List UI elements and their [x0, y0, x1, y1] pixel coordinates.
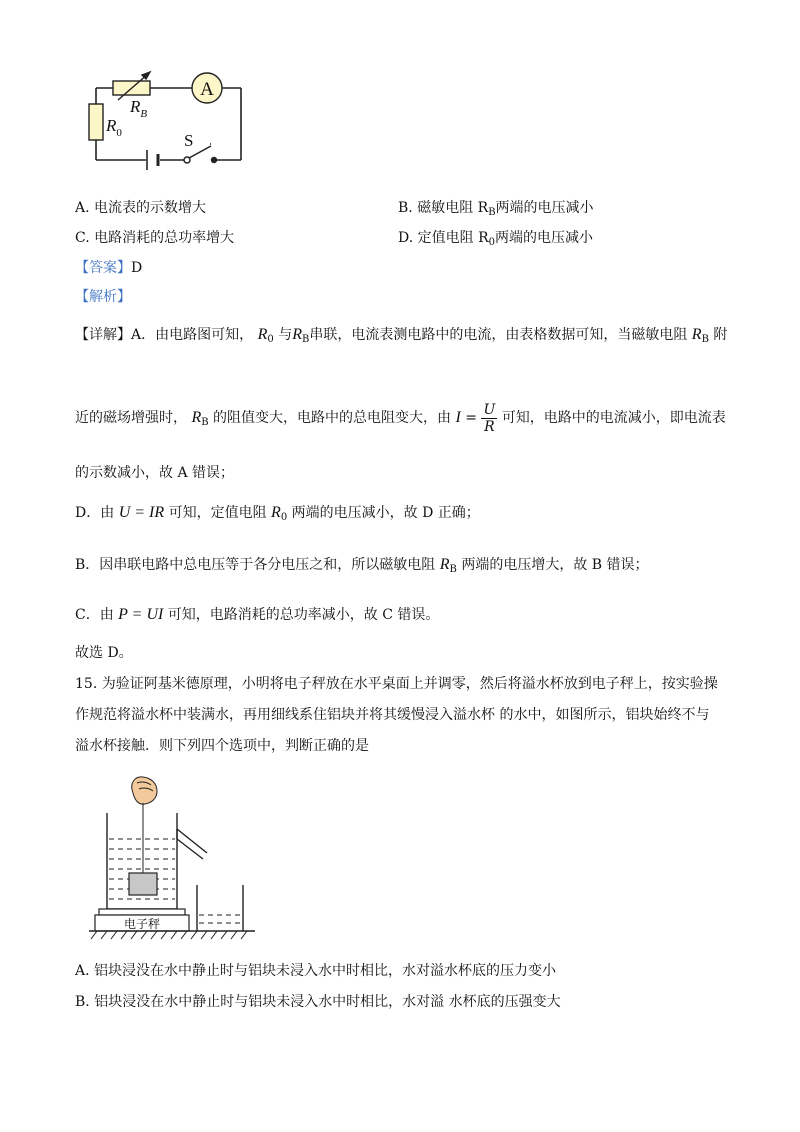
- q15-line-2: 作规范将溢水杯中装满水，再用细线系住铝块并将其缓慢浸入溢水杯 的水中，如图所示，铝块始终不与: [75, 707, 710, 723]
- option-d: D. 定值电阻 $R_0$两端的电压减小: [398, 230, 593, 248]
- r0-label: $R_0$: [106, 116, 122, 139]
- detail-line-1: 【详解】A．由电路图可知， $R_0$ 与$R_B$串联，电流表测电路中的电流，由表格数据可知，当磁敏电阻 $R_B$ 附: [75, 326, 728, 345]
- r0-resistor: [89, 104, 103, 140]
- circuit-diagram: [80, 68, 250, 178]
- experiment-figure: [85, 773, 265, 943]
- detail-line-3: 的示数减小，故 A 错误；: [75, 465, 235, 481]
- option-b: B. 磁敏电阻 $R_B$两端的电压减小: [398, 200, 594, 218]
- answer-value: D: [131, 260, 143, 276]
- detail-choose: 故选 D。: [75, 645, 133, 661]
- detail-c: C．由 P = UI 可知，电路消耗的总功率减小，故 C 错误。: [75, 606, 440, 623]
- option-c: C. 电路消耗的总功率增大: [75, 230, 235, 246]
- answer-tag: 【答案】: [75, 260, 131, 276]
- electronic-scale: [99, 909, 185, 915]
- detail-b: B．因串联电路中总电压等于各分电压之和，所以磁敏电阻 $R_B$ 两端的电压增大，故 B 错误；: [75, 556, 649, 575]
- q15-line-1: 15. 为验证阿基米德原理，小明将电子秤放在水平桌面上并调零，然后将溢水杯放到电子秤上，按实验操: [75, 676, 718, 692]
- option-a: A. 电流表的示数增大: [75, 200, 207, 216]
- scale-label: 电子秤: [123, 917, 161, 931]
- detail-line-2: 近的磁场增强时， $R_B$ 的阻值变大，电路中的总电阻变大，由 I = $\frac{U}{R}$ 可知，电路中的电流减小，即电流表: [75, 401, 726, 435]
- fraction-u-over-r: $\frac{U}{R}$: [483, 401, 496, 435]
- battery-icon: [147, 150, 158, 170]
- q15-line-3: 溢水杯接触．则下列四个选项中，判断正确的是: [75, 738, 369, 754]
- beaker-water: [199, 915, 241, 923]
- answer-line: [75, 259, 142, 277]
- ammeter-label: A: [200, 79, 214, 100]
- table-hatch: [91, 931, 247, 939]
- rb-label: $R_B$: [130, 97, 148, 120]
- detail-d: D．由 U = IR 可知，定值电阻 $R_0$ 两端的电压减小，故 D 正确；: [75, 504, 480, 523]
- hand-icon: [132, 777, 157, 804]
- analysis-tag: 【解析】: [75, 289, 131, 305]
- aluminum-block: [129, 873, 157, 895]
- q15-option-a: A. 铝块浸没在水中静止时与铝块未浸入水中时相比，水对溢水杯底的压力变小: [75, 963, 557, 979]
- q15-option-b: B. 铝块浸没在水中静止时与铝块未浸入水中时相比，水对溢 水杯底的压强变大: [75, 994, 561, 1010]
- switch-label: S: [184, 131, 194, 150]
